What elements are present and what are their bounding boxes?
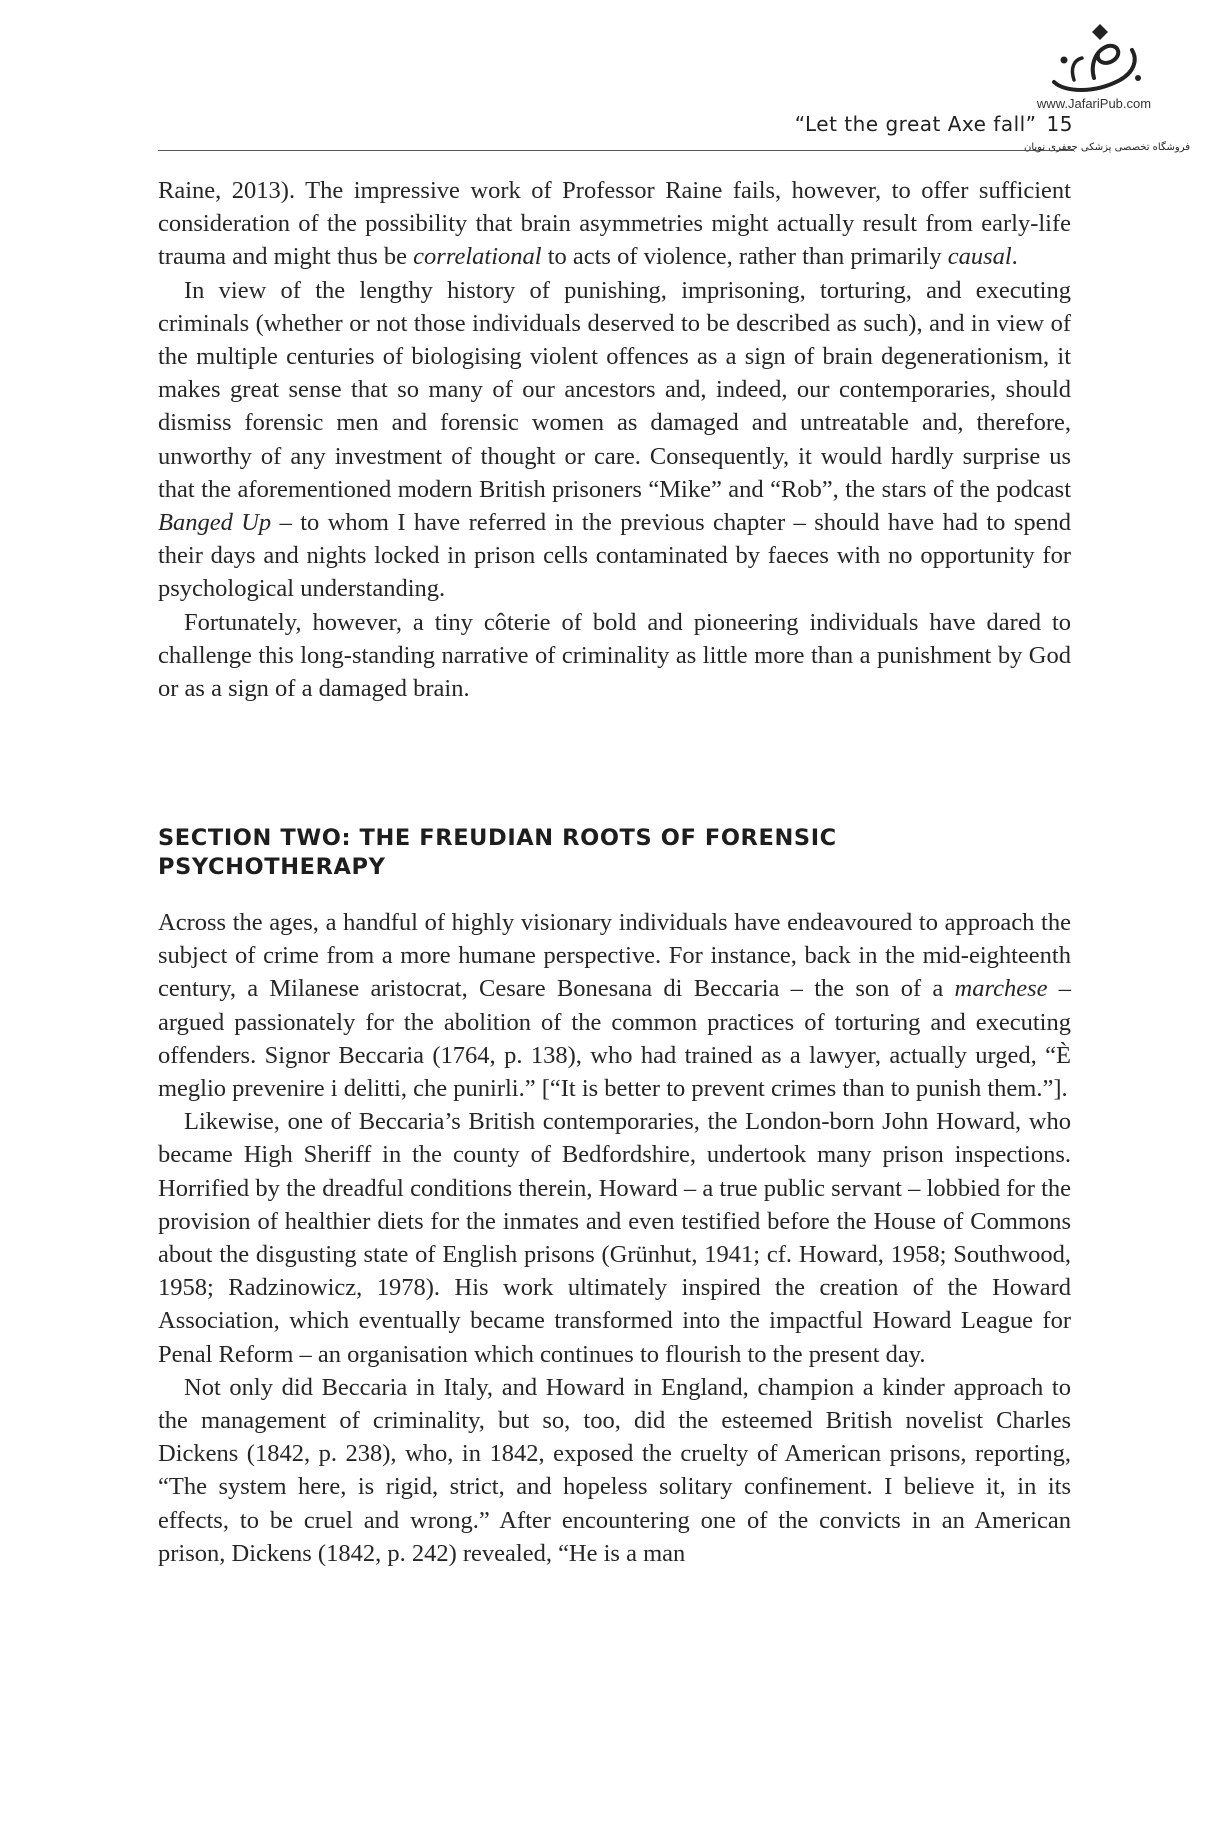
- header-rule: [158, 150, 1074, 151]
- paragraph: Fortunately, however, a tiny côterie of bold and pioneering individuals have dared to challenge this long-standing narrative of criminality as little more than a punishment by God or as a sign of a damaged brain.: [158, 608, 1071, 703]
- paragraph: In view of the lengthy history of punishing, imprisoning, torturing, and executing criminals (whether or not those individuals deserved to be described as such), and in view of the multiple centuries of biologising violent offences as a sign of brain degenerationism, it makes great sense that so many of our ancestors and, indeed, our contemporaries, should dismiss forensic men and forensic women as damaged and untreatable and, therefore, unworthy of any investment of thought or care. Consequently, it would hardly surprise us that the aforementioned modern British prisoners “Mike” and “Rob”, the stars of the podcast Banged Up – to whom I have referred in the previous chapter – should have had to spend their days and nights locked in prison cells contaminated by faeces with no opportunity for psychological understanding.: [158, 276, 1071, 603]
- section-heading: SECTION TWO: THE FREUDIAN ROOTS OF FORENSIC PSYCHOTHERAPY: [158, 825, 837, 880]
- watermark-shop: فروشگاه تخصصی پزشکی جعفری نویان: [1023, 142, 1190, 153]
- publisher-logo-icon: [1034, 20, 1154, 100]
- running-header: [158, 112, 1073, 136]
- section-one-text: [158, 174, 1071, 705]
- header-title: “Let the great Axe fall”: [794, 112, 1037, 136]
- watermark-site: www.JafariPub.com: [1036, 96, 1152, 111]
- page-number: 15: [1046, 112, 1073, 136]
- watermark: [1010, 20, 1190, 160]
- paragraph: Across the ages, a handful of highly visionary individuals have endeavoured to approach the subject of crime from a more humane perspective. For instance, back in the mid-eighteenth century, a Milanese aristocrat, Cesare Bonesana di Beccaria – the son of a marchese – argued passionately for the abolition of the common practices of torturing and executing offenders. Signor Beccaria (1764, p. 138), who had trained as a lawyer, actually urged, “È meglio prevenire i delitti, che punirli.” [“It is better to prevent crimes than to punish them.”].: [158, 909, 1071, 1103]
- paragraph: Raine, 2013). The impressive work of Professor Raine fails, however, to offer sufficient consideration of the possibility that brain asymmetries might actually result from early-life trauma and might thus be correlational to acts of violence, rather than primarily causal.: [158, 177, 1071, 271]
- section-two-text: [158, 906, 1071, 1570]
- paragraph: Not only did Beccaria in Italy, and Howard in England, champion a kinder approach to the management of criminality, but so, too, did the esteemed British novelist Charles Dickens (1842, p. 238), who, in 1842, exposed the cruelty of American prisons, reporting, “The system here, is rigid, strict, and hopeless solitary confinement. I believe it, in its effects, to be cruel and wrong.” After encountering one of the convicts in an American prison, Dickens (1842, p. 242) revealed, “He is a man: [158, 1373, 1071, 1567]
- paragraph: Likewise, one of Beccaria’s British contemporaries, the London-born John Howard, who became High Sheriff in the county of Bedfordshire, undertook many prison inspections. Horrified by the dreadful conditions therein, Howard – a true public servant – lobbied for the provision of healthier diets for the inmates and even testified before the House of Commons about the disgusting state of English prisons (Grünhut, 1941; cf. Howard, 1958; Southwood, 1958; Radzinowicz, 1978). His work ultimately inspired the creation of the Howard Association, which eventually became transformed into the impactful Howard League for Penal Reform – an organisation which continues to flourish to the present day.: [158, 1108, 1071, 1368]
